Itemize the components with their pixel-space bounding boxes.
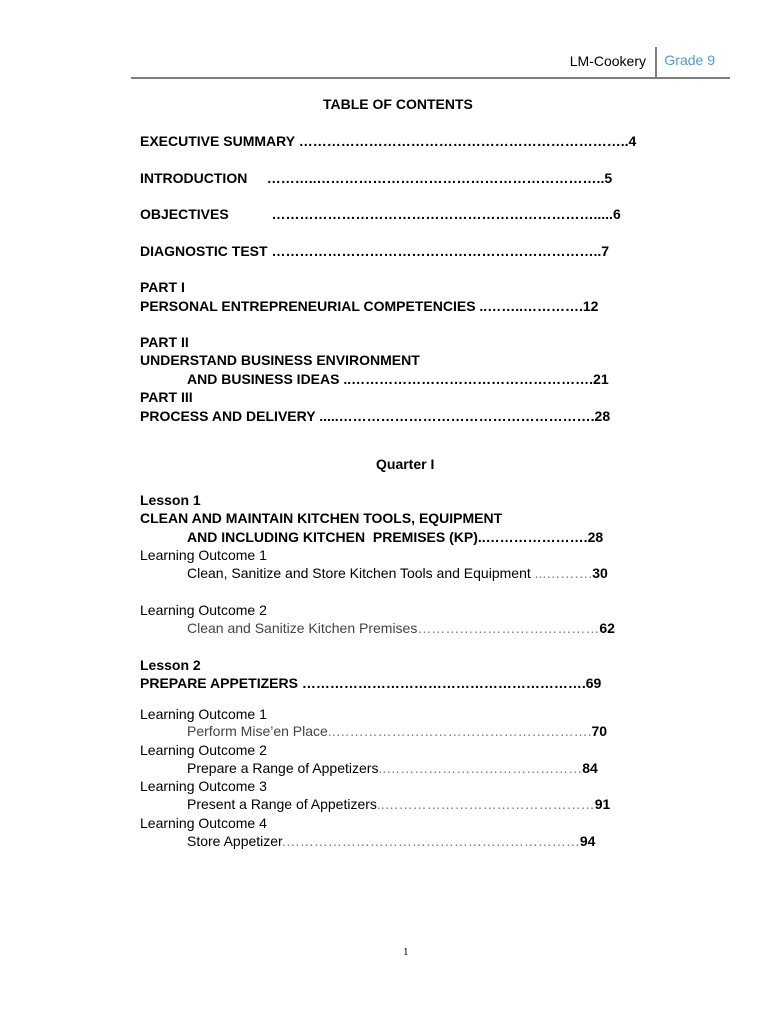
part1-heading: PART I <box>140 279 185 295</box>
entry-label: PREPARE APPETIZERS <box>140 675 302 691</box>
toc-entry-diagnostic-test[interactable] <box>140 242 609 260</box>
leader-dots: …………………………………………………………….. <box>298 133 629 149</box>
page-ref: 91 <box>594 796 611 812</box>
toc-entry-introduction[interactable] <box>140 169 612 187</box>
page-ref: 28 <box>594 408 611 424</box>
lesson1-heading: Lesson 1 <box>140 492 201 508</box>
leader-dots: .....………………………………………………. <box>319 408 595 424</box>
toc-title: TABLE OF CONTENTS <box>323 96 473 112</box>
leader-dots: ..……………………………………… <box>376 796 595 812</box>
lesson2-lo2-heading: Learning Outcome 2 <box>140 742 267 758</box>
page-ref: 84 <box>582 760 598 776</box>
page-ref: 69 <box>585 675 602 691</box>
leader-dots: .……………………………………………………… <box>281 833 580 849</box>
grade-label: Grade 9 <box>664 52 715 68</box>
lesson1-lo2-heading: Learning Outcome 2 <box>140 602 267 618</box>
entry-label: PERSONAL ENTREPRENEURIAL COMPETENCIES <box>140 298 480 314</box>
leader-dots: ..……………………………………………. <box>343 371 594 387</box>
entry-label: Clean and Sanitize Kitchen Premises <box>187 620 418 636</box>
toc-entry-lesson2-lo2[interactable] <box>187 759 598 777</box>
entry-label: AND INCLUDING KITCHEN PREMISES (KP) <box>187 529 478 545</box>
part3-heading: PART III <box>140 389 193 405</box>
lesson2-heading: Lesson 2 <box>140 657 201 673</box>
lesson1-lo1-heading: Learning Outcome 1 <box>140 547 267 563</box>
leader-dots: ……………………………………………………. <box>301 675 586 691</box>
entry-label: EXECUTIVE SUMMARY <box>140 133 299 149</box>
page-ref: 6 <box>612 206 621 222</box>
toc-entry-lesson2[interactable] <box>140 674 601 692</box>
leader-dots: ..……..…………. <box>479 298 583 314</box>
page-ref: 5 <box>604 170 613 186</box>
page-ref: 62 <box>599 620 615 636</box>
leader-dots: ..………………………………………………. <box>327 723 592 739</box>
page-number: 1 <box>403 946 409 958</box>
lesson2-lo4-heading: Learning Outcome 4 <box>140 815 267 831</box>
leader-dots: ………………………………… <box>417 620 600 636</box>
toc-entry-lesson1[interactable] <box>187 528 603 546</box>
toc-entry-part2[interactable] <box>187 370 609 388</box>
lesson2-lo3-heading: Learning Outcome 3 <box>140 778 267 794</box>
entry-label: Clean, Sanitize and Store Kitchen Tools and Equipment <box>187 565 535 581</box>
entry-label: Perform Mise’en Place <box>187 723 328 739</box>
part2-heading: PART II <box>140 334 189 350</box>
entry-label: INTRODUCTION <box>140 170 267 186</box>
page-ref: 7 <box>601 243 610 259</box>
document-name: LM-Cookery <box>569 53 646 69</box>
entry-label: Present a Range of Appetizers <box>187 796 377 812</box>
leader-dots: ………..…………………………………………………….. <box>266 170 605 186</box>
header-divider <box>655 47 657 77</box>
toc-entry-part1[interactable] <box>140 297 598 315</box>
entry-label: PROCESS AND DELIVERY <box>140 408 320 424</box>
toc-entry-lesson1-lo2[interactable] <box>187 619 615 637</box>
toc-entry-lesson2-lo4[interactable] <box>187 832 595 850</box>
toc-entry-lesson2-lo1[interactable] <box>187 722 607 740</box>
entry-label: DIAGNOSTIC TEST <box>140 243 272 259</box>
leader-dots: ..…………………………………… <box>378 760 583 776</box>
lesson2-lo1-heading: Learning Outcome 1 <box>140 706 267 722</box>
part2-title-line1: UNDERSTAND BUSINESS ENVIRONMENT <box>140 352 420 368</box>
entry-label: Prepare a Range of Appetizers <box>187 760 379 776</box>
lesson1-title-line1: CLEAN AND MAINTAIN KITCHEN TOOLS, EQUIPMENT <box>140 510 503 526</box>
page-ref: 94 <box>579 833 596 849</box>
page-ref: 70 <box>591 723 608 739</box>
entry-label: AND BUSINESS IDEAS <box>187 371 344 387</box>
toc-entry-executive-summary[interactable] <box>140 132 636 150</box>
running-header <box>131 47 730 79</box>
page-ref: 21 <box>593 371 609 387</box>
leader-dots: ...………. <box>534 565 593 581</box>
leader-dots: ..…………………. <box>477 529 588 545</box>
entry-label: OBJECTIVES <box>140 206 272 222</box>
page-ref: 4 <box>628 133 637 149</box>
page-ref: 30 <box>592 565 608 581</box>
page-ref: 12 <box>582 298 599 314</box>
page-ref: 28 <box>587 529 604 545</box>
leader-dots: …………………………………………………………….. <box>271 243 602 259</box>
toc-entry-lesson1-lo1[interactable] <box>187 564 608 582</box>
toc-entry-objectives[interactable] <box>140 205 621 223</box>
entry-label: Store Appetizer <box>187 833 282 849</box>
toc-entry-part3[interactable] <box>140 407 610 425</box>
quarter-heading: Quarter I <box>376 456 435 472</box>
toc-entry-lesson2-lo3[interactable] <box>187 795 610 813</box>
leader-dots: ……………………………………………………………..... <box>271 206 613 222</box>
